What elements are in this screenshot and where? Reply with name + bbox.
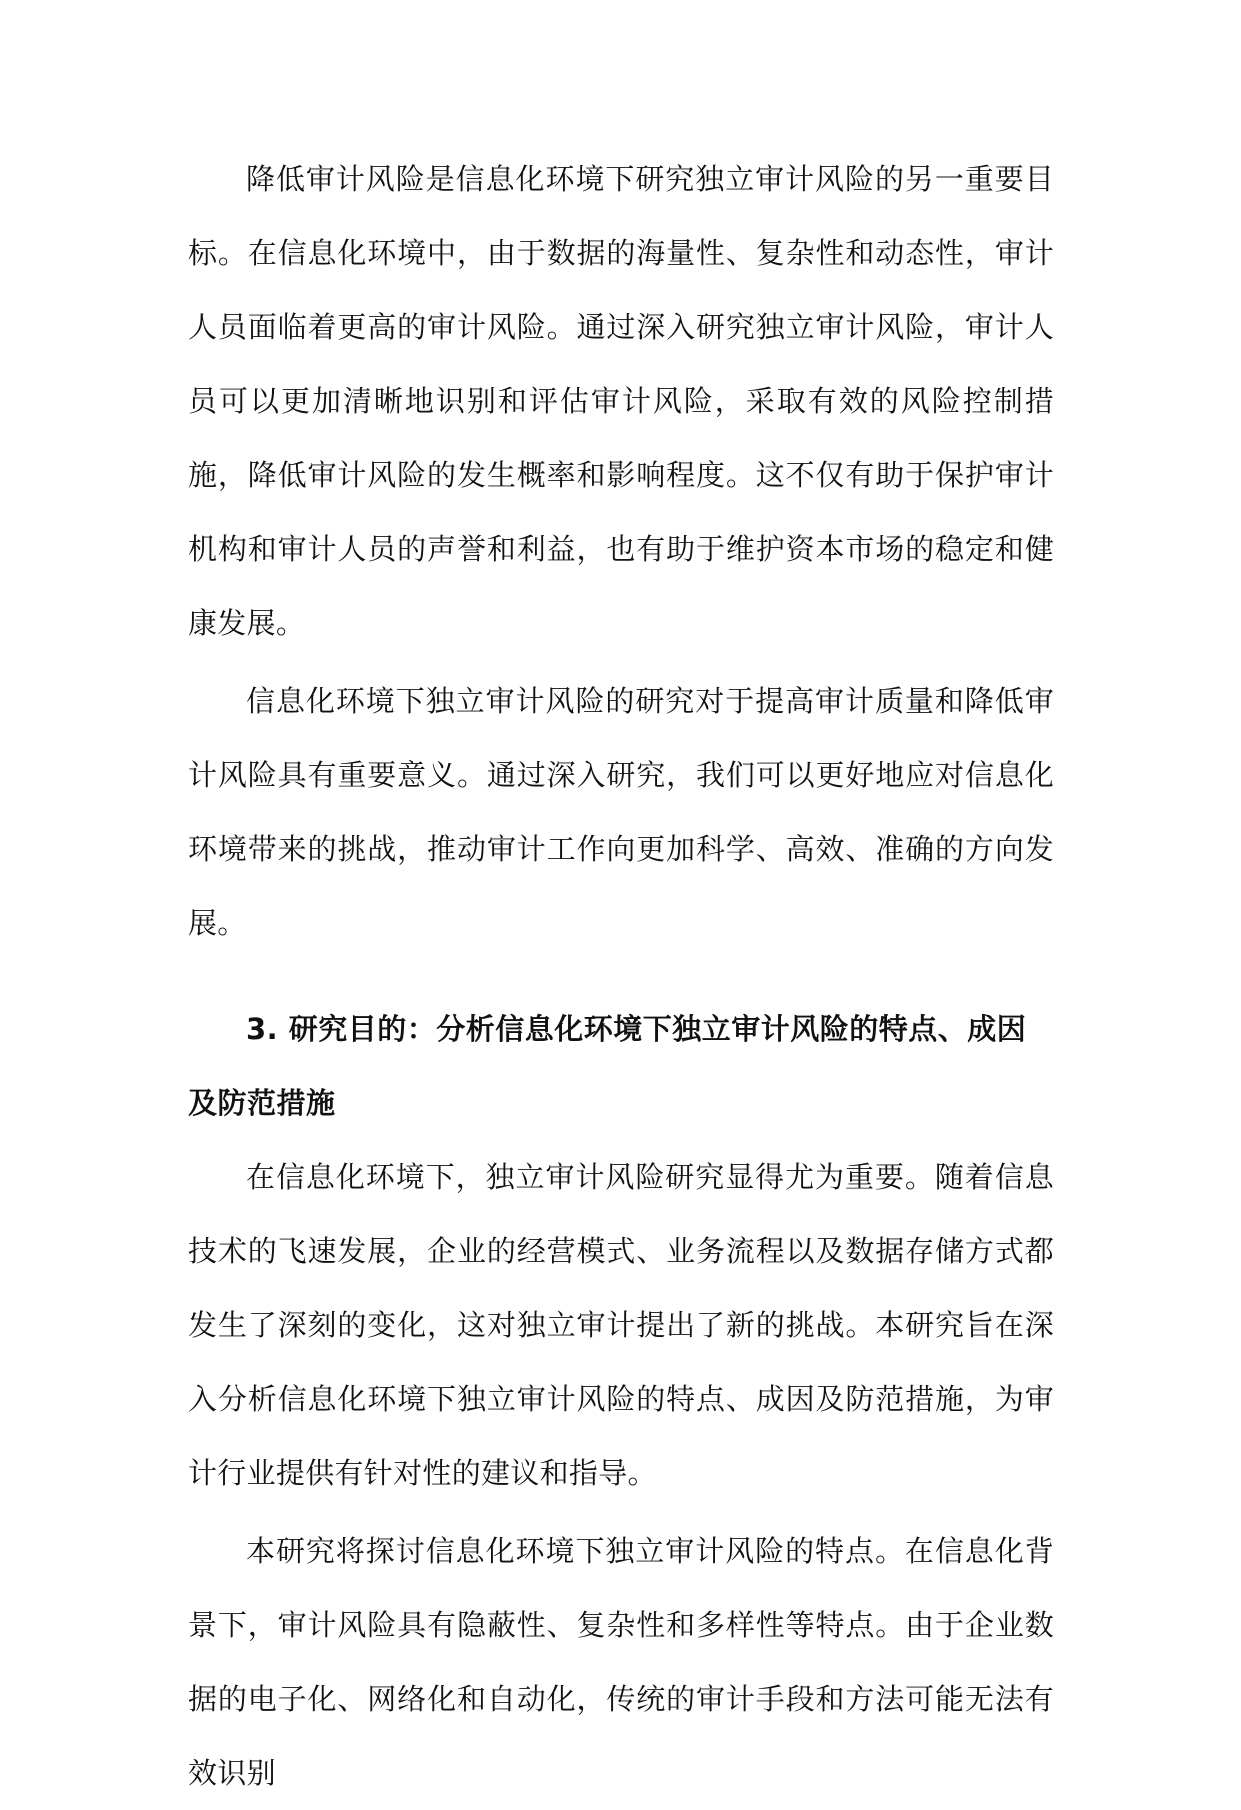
document-body xyxy=(188,142,1054,1810)
paragraph-research-significance: 信息化环境下独立审计风险的研究对于提高审计质量和降低审计风险具有重要意义。通过深入研究，我们可以更好地应对信息化环境带来的挑战，推动审计工作向更加科学、高效、准确的方向发展。 xyxy=(188,684,1054,940)
paragraph-risk-characteristics: 本研究将探讨信息化环境下独立审计风险的特点。在信息化背景下，审计风险具有隐蔽性、复杂性和多样性等特点。由于企业数据的电子化、网络化和自动化，传统的审计手段和方法可能无法有效识别 xyxy=(188,1534,1054,1790)
section-heading-research-purpose: 3. 研究目的：分析信息化环境下独立审计风险的特点、成因及防范措施 xyxy=(188,1012,1027,1120)
paragraph-research-background: 在信息化环境下，独立审计风险研究显得尤为重要。随着信息技术的飞速发展，企业的经营模式、业务流程以及数据存储方式都发生了深刻的变化，这对独立审计提出了新的挑战。本研究旨在深入分析信息化环境下独立审计风险的特点、成因及防范措施，为审计行业提供有针对性的建议和指导。 xyxy=(188,1160,1054,1490)
paragraph-reduce-audit-risk: 降低审计风险是信息化环境下研究独立审计风险的另一重要目标。在信息化环境中，由于数据的海量性、复杂性和动态性，审计人员面临着更高的审计风险。通过深入研究独立审计风险，审计人员可以更加清晰地识别和评估审计风险，采取有效的风险控制措施，降低审计风险的发生概率和影响程度。这不仅有助于保护审计机构和审计人员的声誉和利益，也有助于维护资本市场的稳定和健康发展。 xyxy=(188,162,1054,640)
